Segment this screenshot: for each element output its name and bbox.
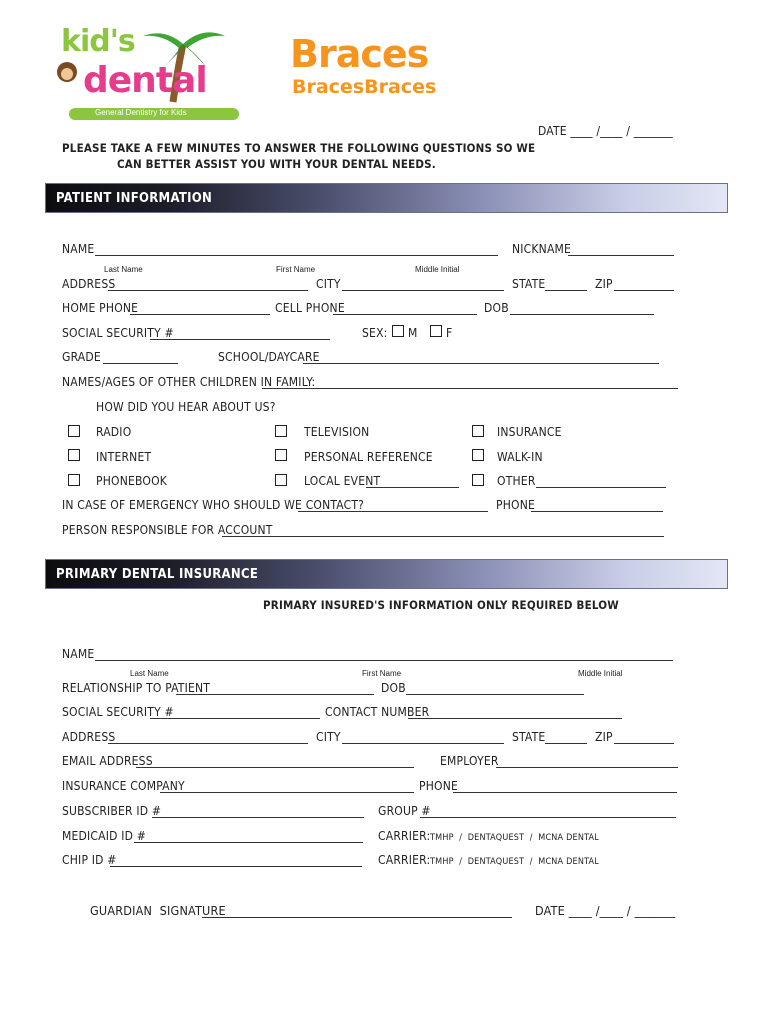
ins-dob-label: DOB: [381, 681, 406, 695]
relationship-label: RELATIONSHIP TO PATIENT: [62, 681, 211, 695]
chip-field[interactable]: [110, 866, 362, 867]
employer-field[interactable]: [496, 767, 678, 768]
option-television: TELEVISION: [304, 425, 370, 439]
patient-name-label: NAME: [62, 242, 95, 256]
ins-phone-label: PHONE: [419, 779, 459, 793]
email-label: EMAIL ADDRESS: [62, 754, 153, 768]
responsible-label: PERSON RESPONSIBLE FOR ACCOUNT: [62, 523, 273, 537]
logo-tagline: General Dentistry for Kids: [95, 108, 187, 117]
signature-label: GUARDIAN SIGNATURE: [90, 903, 226, 918]
patient-sub-last: Last Name: [104, 265, 143, 274]
ins-address-field[interactable]: [108, 743, 308, 744]
emergency-label: IN CASE OF EMERGENCY WHO SHOULD WE CONTACT?: [62, 498, 365, 512]
option-internet: INTERNET: [96, 450, 152, 464]
emergency-field[interactable]: [298, 511, 488, 512]
patient-zip-label: ZIP: [595, 277, 613, 291]
patient-cell-phone-field[interactable]: [333, 314, 477, 315]
patient-cell-phone-label: CELL PHONE: [275, 301, 345, 315]
kids-dental-logo: [55, 22, 245, 122]
ins-phone-field[interactable]: [453, 792, 677, 793]
ins-sub-middle: Middle Initial: [578, 669, 623, 678]
patient-nickname-field[interactable]: [568, 255, 674, 256]
local-event-checkbox[interactable]: [275, 474, 287, 486]
sex-f-checkbox[interactable]: [430, 325, 442, 337]
patient-zip-field[interactable]: [614, 290, 674, 291]
subscriber-label: SUBSCRIBER ID #: [62, 804, 162, 818]
ins-sub-last: Last Name: [130, 669, 169, 678]
patient-address-field[interactable]: [108, 290, 308, 291]
intro-line-2: CAN BETTER ASSIST YOU WITH YOUR DENTAL NEEDS.: [117, 157, 436, 171]
relationship-field[interactable]: [176, 694, 374, 695]
carrier-options-1[interactable]: TMHP / DENTAQUEST / MCNA DENTAL: [430, 833, 599, 843]
walk-in-checkbox[interactable]: [472, 449, 484, 461]
patient-sex-label: SEX:: [362, 326, 388, 340]
television-checkbox[interactable]: [275, 425, 287, 437]
email-field[interactable]: [136, 767, 414, 768]
patient-ssn-label: SOCIAL SECURITY #: [62, 326, 174, 340]
employer-label: EMPLOYER: [440, 754, 499, 768]
insurance-section-header: [45, 559, 728, 589]
patient-sub-first: First Name: [276, 265, 316, 274]
logo-dental-text: dental: [83, 60, 207, 101]
ins-dob-field[interactable]: [406, 694, 584, 695]
patient-school-field[interactable]: [303, 363, 659, 364]
sex-f-label: F: [446, 326, 453, 340]
patient-sub-middle: Middle Initial: [415, 265, 460, 274]
ins-city-label: CITY: [316, 730, 341, 744]
ins-state-field[interactable]: [545, 743, 587, 744]
patient-grade-field[interactable]: [103, 363, 178, 364]
patient-nickname-label: NICKNAME: [512, 242, 572, 256]
patient-grade-label: GRADE: [62, 350, 101, 364]
radio-checkbox[interactable]: [68, 425, 80, 437]
patient-dob-field[interactable]: [510, 314, 654, 315]
ins-company-label: INSURANCE COMPANY: [62, 779, 185, 793]
carrier-options-2[interactable]: TMHP / DENTAQUEST / MCNA DENTAL: [430, 857, 599, 867]
hear-about-label: HOW DID YOU HEAR ABOUT US?: [96, 400, 276, 414]
ins-company-field[interactable]: [160, 792, 414, 793]
insurance-section-title: PRIMARY DENTAL INSURANCE: [56, 567, 259, 582]
header-date[interactable]: DATE ____ /____ / _______: [538, 124, 673, 138]
signature-date[interactable]: DATE ____ /____ / _______: [535, 903, 676, 918]
patient-section-header: [45, 183, 728, 213]
patient-siblings-label: NAMES/AGES OF OTHER CHILDREN IN FAMILY:: [62, 375, 316, 389]
option-personal-reference: PERSONAL REFERENCE: [304, 450, 433, 464]
contact-number-label: CONTACT NUMBER: [325, 705, 430, 719]
personal-reference-checkbox[interactable]: [275, 449, 287, 461]
ins-ssn-field[interactable]: [150, 718, 320, 719]
carrier-label-1: CARRIER:: [378, 829, 431, 843]
group-label: GROUP #: [378, 804, 431, 818]
patient-siblings-field[interactable]: [262, 388, 678, 389]
ins-name-label: NAME: [62, 647, 95, 661]
signature-field[interactable]: [202, 917, 512, 918]
responsible-field[interactable]: [222, 536, 664, 537]
ins-zip-label: ZIP: [595, 730, 613, 744]
medicaid-label: MEDICAID ID #: [62, 829, 147, 843]
logo-braces-sub: BracesBraces: [292, 76, 437, 98]
local-event-field[interactable]: [366, 487, 459, 488]
phonebook-checkbox[interactable]: [68, 474, 80, 486]
logo-kids-text: kid's: [61, 24, 135, 59]
emergency-phone-label: PHONE: [496, 498, 536, 512]
patient-state-field[interactable]: [545, 290, 587, 291]
patient-city-label: CITY: [316, 277, 341, 291]
braces-logo: [290, 32, 470, 102]
patient-name-field[interactable]: [95, 255, 498, 256]
patient-city-field[interactable]: [342, 290, 504, 291]
patient-home-phone-label: HOME PHONE: [62, 301, 139, 315]
group-field[interactable]: [420, 817, 676, 818]
carrier-label-2: CARRIER:: [378, 853, 431, 867]
option-phonebook: PHONEBOOK: [96, 474, 168, 488]
patient-dob-label: DOB: [484, 301, 509, 315]
ins-city-field[interactable]: [342, 743, 504, 744]
ins-name-field[interactable]: [95, 660, 673, 661]
logo-braces-text: Braces: [290, 32, 429, 76]
medicaid-field[interactable]: [134, 842, 363, 843]
intro-line-1: PLEASE TAKE A FEW MINUTES TO ANSWER THE FOLLOWING QUESTIONS SO WE: [62, 141, 536, 155]
other-field[interactable]: [536, 487, 666, 488]
chip-label: CHIP ID #: [62, 853, 117, 867]
subscriber-field[interactable]: [152, 817, 364, 818]
insurance-subtitle: PRIMARY INSURED'S INFORMATION ONLY REQUIRED BELOW: [263, 598, 619, 612]
ins-state-label: STATE: [512, 730, 546, 744]
patient-home-phone-field[interactable]: [130, 314, 270, 315]
emergency-phone-field[interactable]: [531, 511, 663, 512]
patient-state-label: STATE: [512, 277, 546, 291]
internet-checkbox[interactable]: [68, 449, 80, 461]
patient-school-label: SCHOOL/DAYCARE: [218, 350, 320, 364]
contact-number-field[interactable]: [408, 718, 622, 719]
ins-address-label: ADDRESS: [62, 730, 116, 744]
option-other: OTHER: [497, 474, 536, 488]
option-local-event: LOCAL EVENT: [304, 474, 381, 488]
ins-ssn-label: SOCIAL SECURITY #: [62, 705, 174, 719]
patient-section-title: PATIENT INFORMATION: [56, 191, 213, 206]
sex-m-checkbox[interactable]: [392, 325, 404, 337]
ins-sub-first: First Name: [362, 669, 402, 678]
patient-address-label: ADDRESS: [62, 277, 116, 291]
other-checkbox[interactable]: [472, 474, 484, 486]
option-walk-in: WALK-IN: [497, 450, 543, 464]
option-radio: RADIO: [96, 425, 132, 439]
insurance-checkbox[interactable]: [472, 425, 484, 437]
patient-ssn-field[interactable]: [150, 339, 330, 340]
option-insurance: INSURANCE: [497, 425, 562, 439]
ins-zip-field[interactable]: [614, 743, 674, 744]
sex-m-label: M: [408, 326, 418, 340]
